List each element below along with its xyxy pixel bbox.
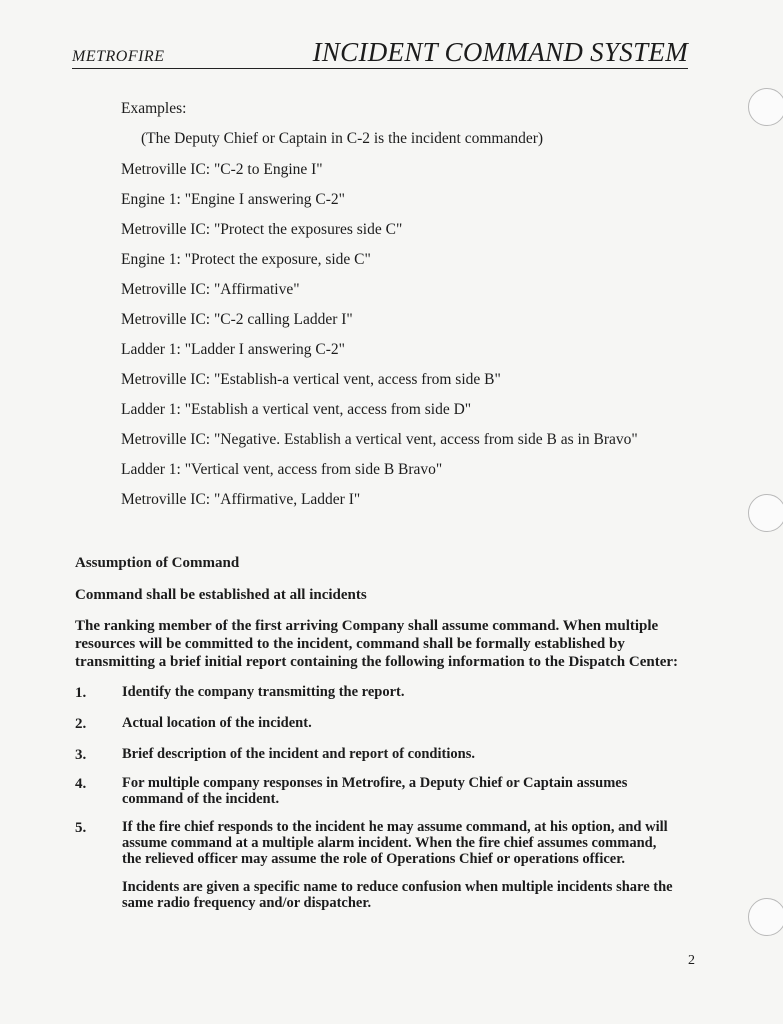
radio-line: Metroville IC: "C-2 to Engine I" (121, 161, 323, 178)
radio-line: Ladder 1: "Ladder I answering C-2" (121, 341, 345, 358)
radio-line: Engine 1: "Engine I answering C-2" (121, 191, 346, 208)
page-number: 2 (688, 953, 695, 968)
section-heading: Assumption of Command (75, 555, 240, 571)
punch-hole (748, 494, 783, 532)
radio-line: Metroville IC: "Negative. Establish a vertical vent, access from side B as in Bravo" (121, 431, 638, 448)
list-number: 2. (75, 716, 87, 732)
paragraph: Command shall be established at all incidents (75, 587, 367, 603)
list-number: 5. (75, 820, 87, 836)
radio-line: Ladder 1: "Establish a vertical vent, access from side D" (121, 401, 472, 418)
list-number: 1. (75, 685, 87, 701)
list-item-line: Brief description of the incident and report of conditions. (122, 746, 475, 762)
list-item-line: Actual location of the incident. (122, 715, 312, 731)
list-item-line: If the fire chief responds to the incident he may assume command, at his option, and will (122, 819, 668, 835)
radio-line: Engine 1: "Protect the exposure, side C" (121, 251, 371, 268)
examples-intro: (The Deputy Chief or Captain in C-2 is the incident commander) (141, 130, 544, 147)
header-org: METROFIRE (72, 48, 165, 65)
page-header (72, 36, 688, 70)
paragraph-line: The ranking member of the first arriving Company shall assume command. When multiple (75, 618, 659, 634)
list-item-line: the relieved officer may assume the role of Operations Chief or operations officer. (122, 851, 625, 867)
radio-line: Metroville IC: "Affirmative" (121, 281, 300, 298)
list-item-line: Identify the company transmitting the report. (122, 684, 405, 700)
radio-line: Metroville IC: "Protect the exposures side C" (121, 221, 403, 238)
radio-line: Metroville IC: "Affirmative, Ladder I" (121, 491, 361, 508)
paragraph-line: transmitting a brief initial report containing the following information to the Dispatch Center: (75, 654, 679, 670)
list-item-line: command of the incident. (122, 791, 280, 807)
radio-line: Metroville IC: "C-2 calling Ladder I" (121, 311, 353, 328)
list-number: 4. (75, 776, 87, 792)
note-line: Incidents are given a specific name to reduce confusion when multiple incidents share the (122, 879, 673, 895)
examples-label: Examples: (121, 100, 187, 117)
header-rule (72, 68, 688, 69)
punch-hole (748, 88, 783, 126)
paragraph-line: resources will be committed to the incident, command shall be formally established by (75, 636, 625, 652)
punch-hole (748, 898, 783, 936)
radio-line: Ladder 1: "Vertical vent, access from side B Bravo" (121, 461, 443, 478)
header-title: INCIDENT COMMAND SYSTEM (312, 37, 688, 67)
list-item-line: For multiple company responses in Metrofire, a Deputy Chief or Captain assumes (122, 775, 628, 791)
list-number: 3. (75, 747, 87, 763)
list-item-line: assume command at a multiple alarm incident. When the fire chief assumes command, (122, 835, 657, 851)
note-line: same radio frequency and/or dispatcher. (122, 895, 372, 911)
radio-line: Metroville IC: "Establish-a vertical vent, access from side B" (121, 371, 501, 388)
